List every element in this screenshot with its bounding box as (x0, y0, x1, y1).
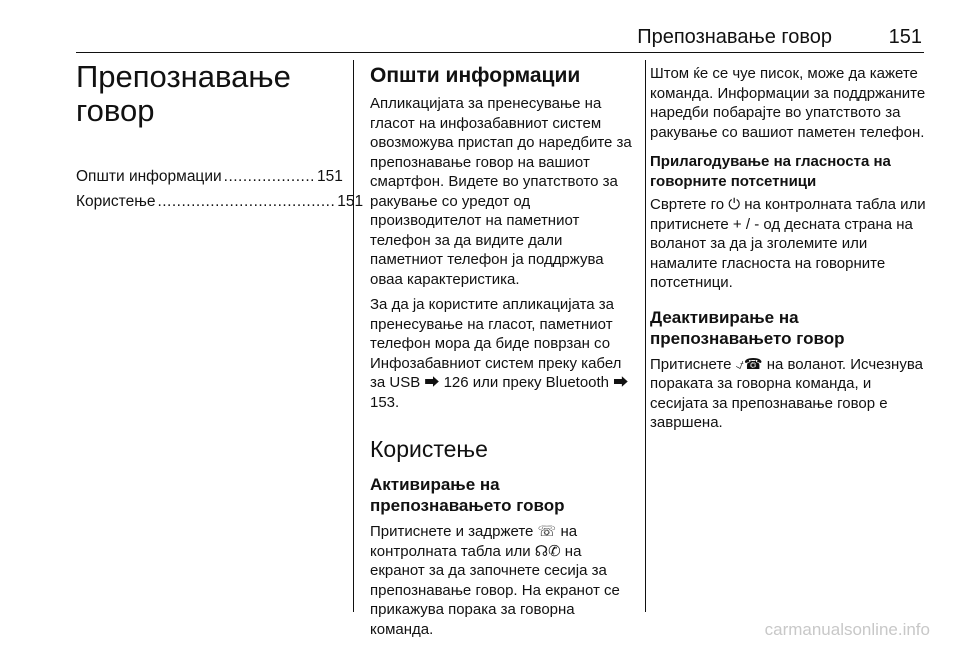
column-general-info (370, 64, 636, 645)
toc-leader-dots: ..................................... (157, 193, 336, 210)
column-chapter (76, 59, 364, 214)
toc-entry-label: Користење (76, 193, 156, 210)
section-heading-general: Општи информации (370, 64, 581, 87)
toc-entry-general[interactable] (76, 164, 343, 189)
subheading-volume: Прилагодување на гласноста на говорните потсетници (650, 153, 891, 190)
paragraph: За да ја користите апликацијата за пренесување на гласот, паметниот телефон мора да биде поврзан со Инфозабавниот систем преку кабел за USB ⮕ 126 или преку Bluetooth ⮕ 153. (370, 296, 629, 411)
toc-entry-usage[interactable] (76, 189, 364, 214)
chapter-title (76, 60, 338, 128)
paragraph: Штом ќе се чуе писок, може да кажете команда. Информации за поддржаните наредби побарајте во упатството за ракување со вашиот паметен телефон. (650, 65, 926, 141)
toc-entry-page: 151 (337, 193, 364, 210)
page-number: 151 (888, 26, 922, 48)
paragraph: Апликацијата за пренесување на гласот на инфозабавниот систем овозможува пристап до наредбите за препознавање говор на вашиот смартфон. Видете во упатството за ракување со уредот од производителот на паметниот телефон за да видите дали паметниот телефон ја поддржува оваа карактеристика. (370, 95, 632, 288)
toc-leader-dots: ................... (223, 168, 315, 185)
paragraph: Притиснете ⍻☎ на воланот. Исчезнува пораката за говорна команда, и сесијата за препознавање говор е завршена. (650, 355, 923, 431)
paragraph: Притиснете и задржете ☏ на контролната табла или ☊✆ на екранот за да започнете сесија за препознавање говор. На екранот се прикажува порака за говорна команда. (370, 523, 620, 638)
table-of-contents (76, 164, 364, 214)
chapter-title-line2: говор (76, 93, 155, 128)
toc-entry-page: 151 (316, 168, 343, 185)
running-head (76, 26, 924, 50)
running-head-title: Препознавање говор (637, 26, 832, 48)
subheading-deactivate: Деактивирање на препознавањето говор (650, 307, 845, 348)
subheading-activate: Активирање на препознавањето говор (370, 475, 565, 515)
chapter-title-line1: Препознавање (76, 59, 291, 94)
column-divider (645, 60, 646, 612)
paragraph: Свртете го ⏻ на контролната табла или притиснете + / - од десната страна на воланот за да ја зголемите или намалите гласноста на говорните потсетници. (650, 196, 926, 291)
header-rule (76, 52, 924, 53)
section-heading-usage: Користење (370, 436, 488, 462)
toc-entry-label: Општи информации (76, 168, 222, 185)
column-usage-cont (650, 64, 928, 439)
column-divider (353, 60, 354, 612)
footer-watermark: carmanualsonline.info (764, 620, 930, 639)
